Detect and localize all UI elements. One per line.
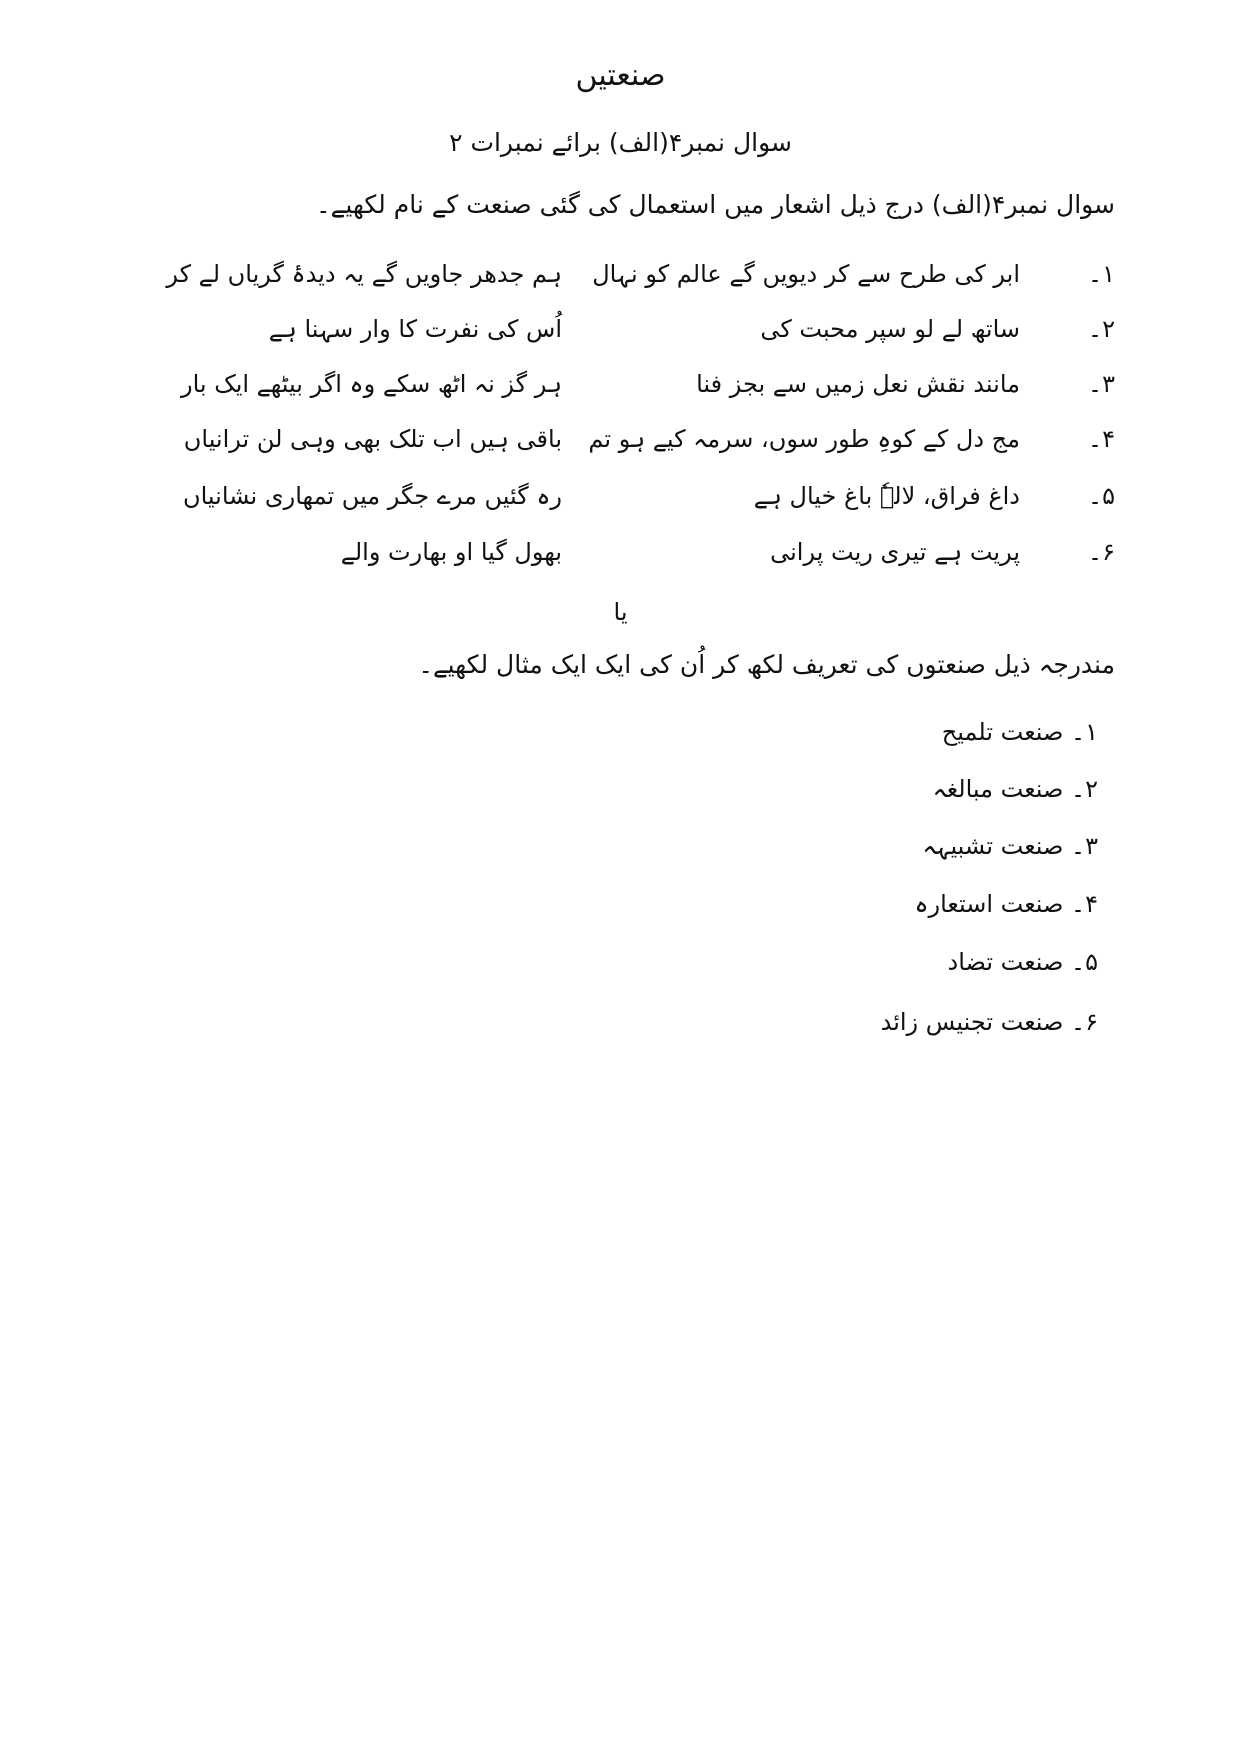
term-item: ۶۔ صنعت تجنیس زائد [880,1008,1098,1036]
verse-row [115,482,1115,522]
verse-second-line: ہر گز نہ اٹھ سکے وہ اگر بیٹھے ایک بار [181,370,562,398]
verse-number: ۵۔ [1088,482,1115,510]
verse-row [115,260,1115,300]
verse-row [115,538,1115,578]
verse-number: ۶۔ [1088,538,1115,566]
term-item: ۵۔ صنعت تضاد [947,948,1098,976]
verse-first-line: داغ فراق، لالہٗ باغ خیال ہے [753,482,1020,510]
verse-first-line: ساتھ لے لو سپر محبت کی [760,315,1020,343]
verse-second-line: اُس کی نفرت کا وار سہنا ہے [268,315,562,343]
verse-row [115,370,1115,410]
verse-second-line: باقی ہیں اب تلک بھی وہی لن ترانیاں [183,425,562,453]
or-separator: یا [613,598,628,626]
verse-number: ۳۔ [1088,370,1115,398]
verse-first-line: مانند نقش نعل زمیں سے بجز فنا [696,370,1020,398]
term-item: ۴۔ صنعت استعارہ [914,890,1098,918]
verse-second-line: ہم جدھر جاویں گے یہ دیدۂ گریاں لے کر [166,260,562,288]
verse-second-line: بھول گیا او بھارت والے [340,538,562,566]
instruction-text: سوال نمبر۴(الف) درج ذیل اشعار میں استعمال کی گئی صنعت کے نام لکھیے۔ [316,190,1115,219]
term-item: ۲۔ صنعت مبالغہ [932,775,1098,803]
verse-first-line: ابر کی طرح سے کر دیویں گے عالم کو نہال [592,260,1020,288]
question-heading: سوال نمبر۴(الف) برائے نمبرات ۲ [449,128,792,157]
verse-number: ۲۔ [1088,315,1115,343]
verse-second-line: رہ گئیں مرے جگر میں تمھاری نشانیاں [182,482,562,510]
instruction-text-alternate: مندرجہ ذیل صنعتوں کی تعریف لکھ کر اُن کی ایک ایک مثال لکھیے۔ [418,650,1115,679]
verse-number: ۱۔ [1088,260,1115,288]
verse-number: ۴۔ [1088,425,1115,453]
term-item: ۱۔ صنعت تلمیح [941,718,1098,746]
verse-row [115,315,1115,355]
verse-first-line: مج دل کے کوہِ طور سوں، سرمہ کیے ہو تم [588,425,1020,453]
page-title: صنعتیں [575,58,666,93]
term-item: ۳۔ صنعت تشبیہہ [922,832,1098,860]
verse-row [115,425,1115,465]
verse-first-line: پریت ہے تیری ریت پرانی [770,538,1020,566]
